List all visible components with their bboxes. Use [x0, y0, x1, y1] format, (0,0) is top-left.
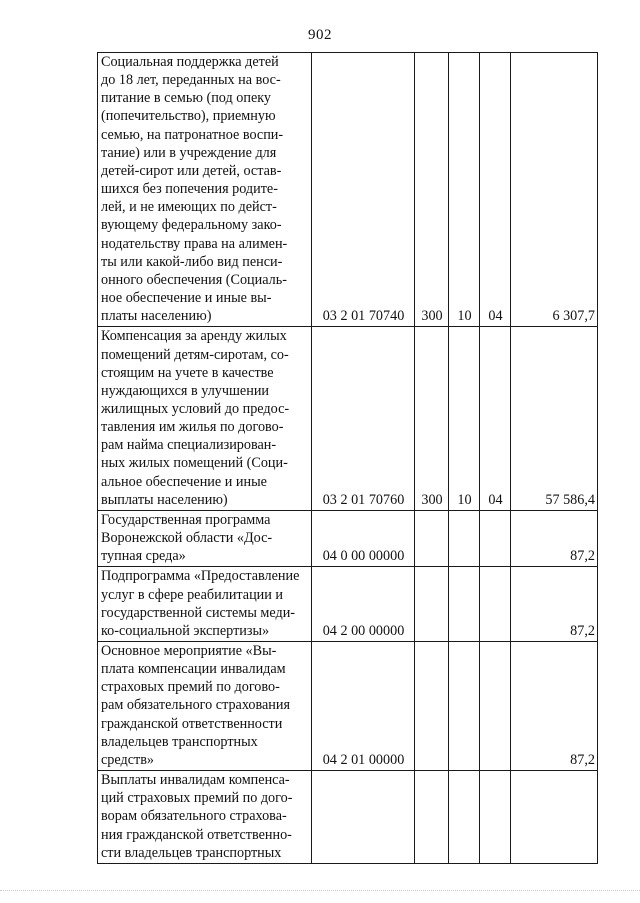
description-line: тание) или в учреждение для	[101, 144, 277, 161]
table-row	[98, 327, 598, 511]
row-pr-cell: 04	[480, 53, 511, 327]
description-line: ния гражданской ответственно-	[101, 826, 292, 843]
description-line: тупная среда»	[101, 548, 186, 565]
description-line: Воронежской области «Дос-	[101, 530, 273, 547]
row-pr-cell	[480, 510, 511, 566]
description-line: ций страховых премий по дого-	[101, 790, 293, 807]
description-line: онного обеспечения (Социаль-	[101, 271, 287, 288]
row-code-cell: 03 2 01 70740	[312, 53, 415, 327]
description-line: Государственная программа	[101, 511, 271, 528]
description-line: услуг в сфере реабилитации и	[101, 586, 284, 603]
description-line: выплаты населению)	[101, 491, 228, 508]
page-number: 902	[308, 27, 332, 43]
description-line: жилищных условий до предос-	[101, 400, 290, 417]
row-rz-cell	[449, 642, 480, 771]
description-line: вующему федеральному зако-	[101, 217, 282, 234]
description-line: семью, на патронатное воспи-	[101, 126, 284, 143]
row-rz-cell: 10	[449, 327, 480, 511]
description-line: сти владельцев транспортных	[101, 844, 282, 861]
row-rz-cell: 10	[449, 53, 480, 327]
row-description	[98, 567, 312, 642]
description-line: плата компенсации инвалидам	[101, 661, 286, 678]
description-line: владельцев транспортных	[101, 733, 258, 750]
table-row	[98, 510, 598, 566]
row-code-cell: 04 2 00 00000	[312, 567, 415, 642]
row-rz-cell	[449, 510, 480, 566]
description-line: (попечительство), приемную	[101, 108, 276, 125]
description-line: шихся без попечения родите-	[101, 181, 278, 198]
scan-edge-line	[0, 890, 640, 892]
row-vr-cell	[415, 567, 449, 642]
row-rz-cell	[449, 771, 480, 864]
row-vr-cell	[415, 771, 449, 864]
row-pr-cell: 04	[480, 327, 511, 511]
description-line: до 18 лет, переданных на вос-	[101, 72, 281, 89]
description-line: рам найма специализирован-	[101, 437, 277, 454]
description-line: лей, и не имеющих по дейст-	[101, 199, 277, 216]
row-code-cell: 04 2 01 00000	[312, 642, 415, 771]
description-line: страховых премий по догово-	[101, 679, 280, 696]
row-description	[98, 642, 312, 771]
description-line: гражданской ответственности	[101, 715, 283, 732]
description-line: рам обязательного страхования	[101, 697, 291, 714]
row-amount-cell: 87,2	[511, 642, 598, 771]
row-code-cell	[312, 771, 415, 864]
description-line: детей-сирот или детей, остав-	[101, 162, 282, 179]
description-line: помещений детям-сиротам, со-	[101, 346, 289, 363]
description-line: питание в семью (под опеку	[101, 90, 272, 107]
row-pr-cell	[480, 642, 511, 771]
description-line: платы населению)	[101, 308, 212, 325]
description-line: ных жилых помещений (Соци-	[101, 455, 288, 472]
description-line: стоящим на учете в качестве	[101, 364, 274, 381]
budget-table	[97, 52, 598, 864]
row-description	[98, 510, 312, 566]
row-vr-cell: 300	[415, 53, 449, 327]
description-line: Выплаты инвалидам компенса-	[101, 772, 290, 789]
row-vr-cell	[415, 642, 449, 771]
description-line: Социальная поддержка детей	[101, 54, 279, 70]
description-line: ты или какой-либо вид пенси-	[101, 253, 283, 270]
row-amount-cell: 87,2	[511, 510, 598, 566]
table-row	[98, 53, 598, 327]
row-vr-cell: 300	[415, 327, 449, 511]
row-code-cell: 04 0 00 00000	[312, 510, 415, 566]
description-line: средств»	[101, 751, 155, 768]
row-description	[98, 53, 312, 327]
row-pr-cell	[480, 567, 511, 642]
row-amount-cell: 57 586,4	[511, 327, 598, 511]
row-amount-cell	[511, 771, 598, 864]
budget-table-body	[98, 53, 598, 864]
description-line: Компенсация за аренду жилых	[101, 328, 287, 345]
row-amount-cell: 6 307,7	[511, 53, 598, 327]
description-line: нуждающихся в улучшении	[101, 382, 270, 399]
row-rz-cell	[449, 567, 480, 642]
row-vr-cell	[415, 510, 449, 566]
description-line: государственной системы меди-	[101, 604, 296, 621]
description-line: альное обеспечение и иные	[101, 473, 267, 490]
row-description	[98, 327, 312, 511]
row-amount-cell: 87,2	[511, 567, 598, 642]
description-line: Основное мероприятие «Вы-	[101, 643, 277, 659]
description-line: нодательству права на алимен-	[101, 235, 288, 252]
row-code-cell: 03 2 01 70760	[312, 327, 415, 511]
description-line: ное обеспечение и иные вы-	[101, 290, 272, 307]
row-description	[98, 771, 312, 864]
description-line: ворам обязательного страхова-	[101, 808, 287, 825]
table-row	[98, 642, 598, 771]
description-line: Подпрограмма «Предоставление	[101, 568, 300, 585]
description-line: тавления им жилья по догово-	[101, 419, 284, 436]
description-line: ко-социальной экспертизы»	[101, 622, 270, 639]
table-row	[98, 771, 598, 864]
table-row	[98, 567, 598, 642]
row-pr-cell	[480, 771, 511, 864]
